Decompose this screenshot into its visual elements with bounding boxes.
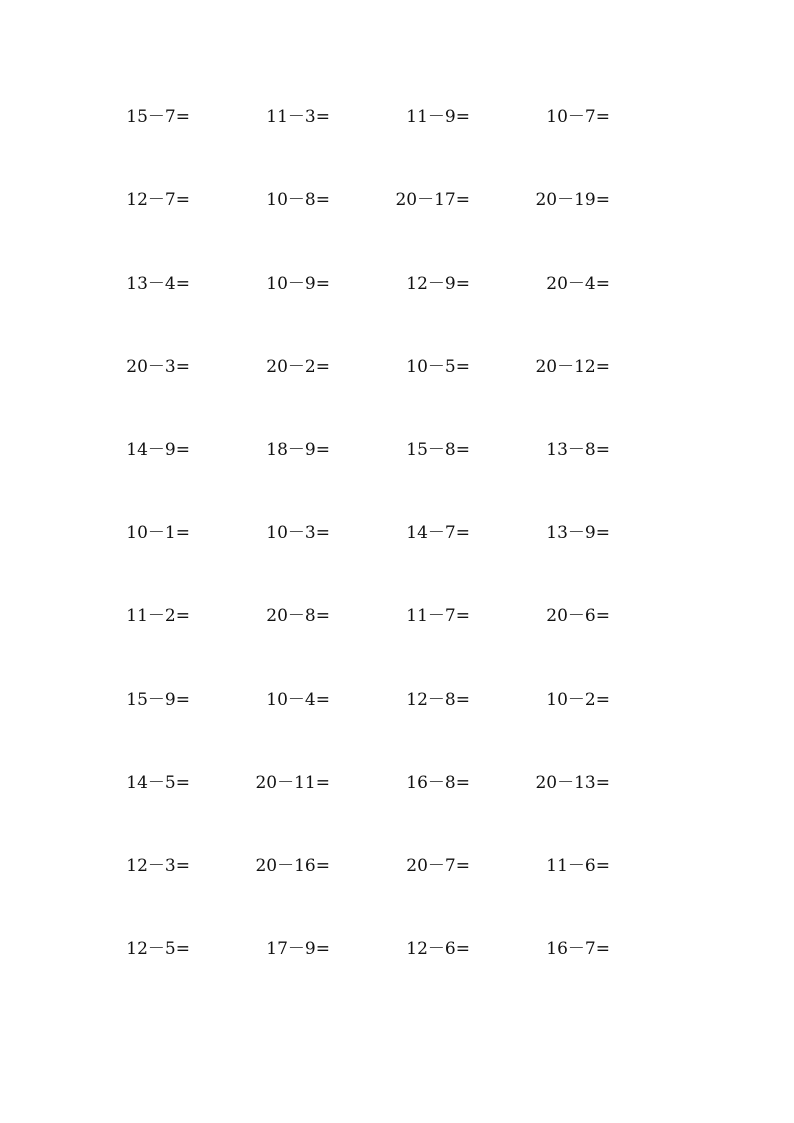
subtraction-problem: 18－9=: [266, 440, 330, 460]
subtraction-problem: 13－9=: [546, 523, 610, 543]
subtraction-problem: 12－9=: [406, 274, 470, 294]
subtraction-problem: 10－4=: [266, 690, 330, 710]
subtraction-problem: 20－11=: [255, 773, 330, 793]
problem-row: [0, 604, 794, 628]
subtraction-problem: 14－7=: [406, 523, 470, 543]
subtraction-problem: 12－5=: [126, 939, 190, 959]
subtraction-problem: 15－8=: [406, 440, 470, 460]
problem-row: [0, 355, 794, 379]
problem-row: [0, 188, 794, 212]
subtraction-problem: 20－12=: [535, 357, 610, 377]
problem-row: [0, 521, 794, 545]
subtraction-problem: 20－6=: [546, 606, 610, 626]
subtraction-problem: 15－7=: [126, 107, 190, 127]
subtraction-problem: 11－9=: [406, 107, 470, 127]
problem-row: [0, 272, 794, 296]
problem-row: [0, 771, 794, 795]
subtraction-problem: 11－3=: [266, 107, 330, 127]
subtraction-problem: 20－17=: [395, 190, 470, 210]
subtraction-problem: 20－2=: [266, 357, 330, 377]
subtraction-problem: 20－8=: [266, 606, 330, 626]
subtraction-problem: 10－9=: [266, 274, 330, 294]
subtraction-problem: 10－3=: [266, 523, 330, 543]
subtraction-problem: 10－7=: [546, 107, 610, 127]
subtraction-problem: 10－1=: [126, 523, 190, 543]
problem-row: [0, 688, 794, 712]
subtraction-problem: 16－7=: [546, 939, 610, 959]
subtraction-problem: 12－6=: [406, 939, 470, 959]
subtraction-problem: 12－3=: [126, 856, 190, 876]
subtraction-problem: 12－7=: [126, 190, 190, 210]
subtraction-problem: 16－8=: [406, 773, 470, 793]
subtraction-problem: 13－4=: [126, 274, 190, 294]
subtraction-problem: 12－8=: [406, 690, 470, 710]
subtraction-problem: 20－7=: [406, 856, 470, 876]
subtraction-problem: 10－8=: [266, 190, 330, 210]
subtraction-problem: 20－13=: [535, 773, 610, 793]
subtraction-problem: 15－9=: [126, 690, 190, 710]
subtraction-problem: 20－3=: [126, 357, 190, 377]
subtraction-problem: 20－19=: [535, 190, 610, 210]
subtraction-problem: 20－4=: [546, 274, 610, 294]
problem-row: [0, 105, 794, 129]
problem-row: [0, 438, 794, 462]
problem-row: [0, 937, 794, 961]
subtraction-problem: 11－6=: [546, 856, 610, 876]
subtraction-problem: 20－16=: [255, 856, 330, 876]
subtraction-problem: 17－9=: [266, 939, 330, 959]
subtraction-problem: 10－5=: [406, 357, 470, 377]
subtraction-problem: 14－9=: [126, 440, 190, 460]
subtraction-problem: 10－2=: [546, 690, 610, 710]
subtraction-problem: 11－2=: [126, 606, 190, 626]
subtraction-problem: 14－5=: [126, 773, 190, 793]
problem-row: [0, 854, 794, 878]
subtraction-problem: 11－7=: [406, 606, 470, 626]
subtraction-problem: 13－8=: [546, 440, 610, 460]
